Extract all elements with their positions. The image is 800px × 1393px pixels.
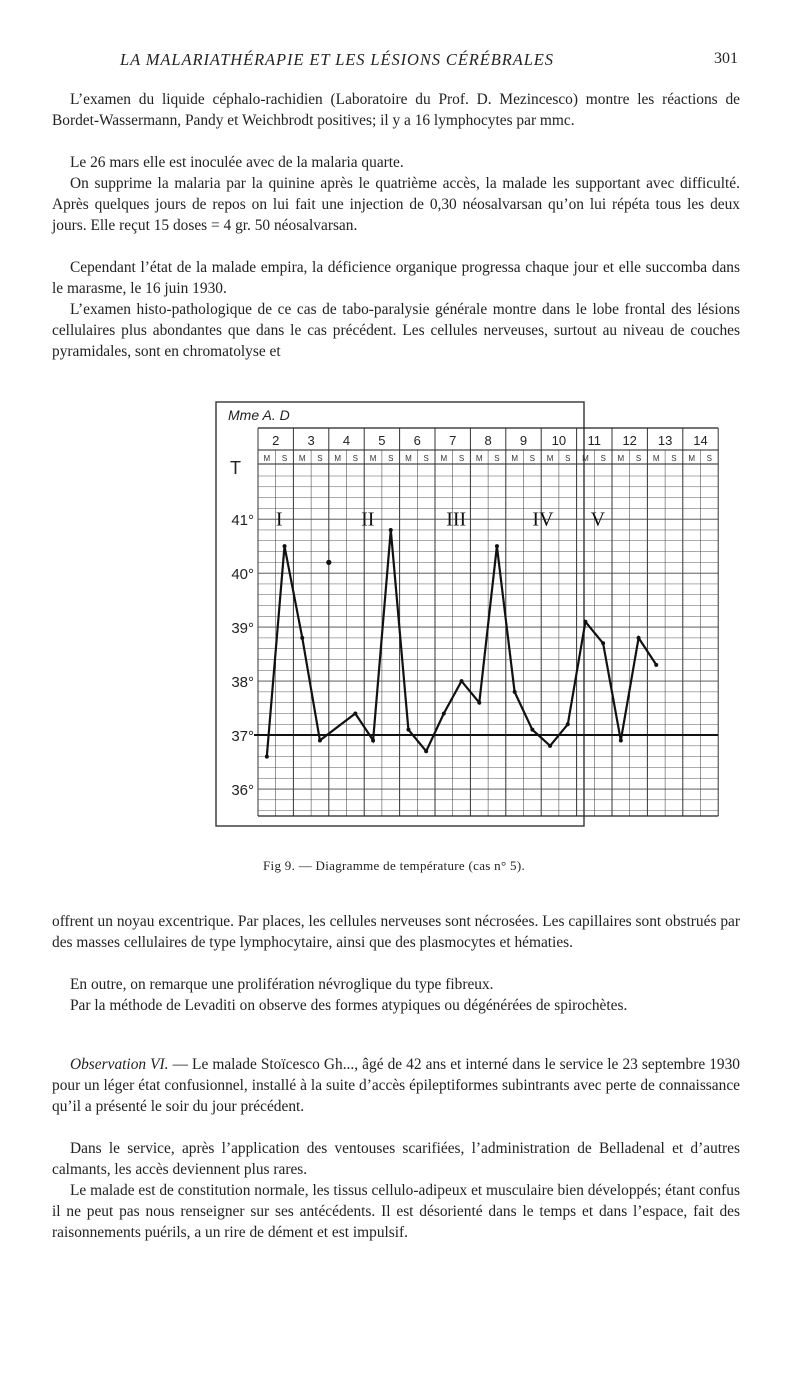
temperature-point (265, 755, 269, 759)
day-label: 3 (307, 433, 315, 448)
temperature-point (637, 636, 641, 640)
period-label: S (423, 454, 429, 463)
temperature-point (530, 728, 534, 732)
day-label: 11 (587, 433, 602, 448)
page-header (120, 50, 740, 74)
period-label: M (582, 454, 589, 463)
day-label: 4 (342, 433, 351, 448)
period-label: S (635, 454, 642, 463)
paragraph-levaditi: Par la méthode de Levaditi on observe des formes atypiques ou dégénérées de spirochètes. (70, 997, 628, 1014)
isolated-point (326, 560, 331, 565)
paragraph-decline: Cependant l’état de la malade empira, la déficience organique progressa chaque jour et elle succomba dans le marasme, le 16 juin 1930. (52, 259, 740, 297)
observation-title: Observation VI. (70, 1056, 169, 1073)
day-label: 7 (449, 433, 457, 448)
period-label: M (617, 454, 625, 463)
temperature-point (460, 679, 464, 683)
paragraph-neuroglia: En outre, on remarque une prolifération névroglique du type fibreux. (70, 976, 494, 993)
period-label: M (405, 454, 412, 463)
period-label: S (317, 454, 323, 463)
temperature-line (267, 530, 657, 757)
day-label: 2 (272, 433, 280, 448)
paragraph-observation-vi (52, 1055, 740, 1117)
temperature-point (654, 663, 658, 667)
period-label: M (369, 454, 377, 463)
period-label: S (706, 454, 713, 463)
paragraph-nuclei: offrent un noyau excentrique. Par places, les cellules nerveuses sont nécrosées. Les capillaires sont obstrués par des masses cellulaires de type lymphocytaire, ainsi que des plasmocytes et hématies. (52, 913, 740, 951)
access-label: III (446, 508, 467, 531)
period-label: S (388, 454, 394, 463)
day-label: 9 (519, 433, 528, 448)
y-tick-label: 36° (231, 782, 254, 800)
day-label: 5 (378, 433, 386, 448)
temperature-point (513, 690, 517, 694)
y-tick-label: 40° (231, 566, 254, 584)
period-label: S (529, 454, 536, 463)
period-label: M (440, 454, 448, 463)
temperature-point (566, 722, 570, 726)
period-label: M (263, 454, 271, 463)
observation-text: — Le malade Stoïcesco Gh..., âgé de 42 ans et interné dans le service le 23 septembre 1930 pour un léger état confusionnel, installé à la suite d’accès épileptiformes subintrants avec perte de connaissance qu’il a présenté le soir du jour précédent. (52, 1056, 740, 1115)
axis-label-t: T (230, 458, 241, 478)
day-label: 8 (484, 433, 492, 448)
period-label: S (281, 454, 288, 463)
day-label: 13 (657, 433, 673, 448)
period-label: M (334, 454, 341, 463)
temperature-point (442, 711, 446, 715)
temperature-point (601, 641, 605, 645)
day-label: 6 (413, 433, 421, 448)
temperature-chart (200, 398, 713, 830)
period-label: M (298, 454, 306, 463)
temperature-point (477, 701, 481, 705)
y-tick-label: 41° (231, 512, 254, 530)
period-label: S (352, 454, 359, 463)
paragraph-inoculation: Le 26 mars elle est inoculée avec de la malaria quarte. (70, 154, 404, 171)
period-label: S (494, 454, 500, 463)
temperature-point (619, 738, 623, 742)
running-title: LA MALARIATHÉRAPIE ET LES LÉSIONS CÉRÉBRALES (120, 50, 554, 69)
patient-label: Mme A. D (228, 407, 290, 423)
paragraph-constitution: Le malade est de constitution normale, les tissus cellulo-adipeux et musculaire bien développés; étant confus il ne peut pas nous renseigner sur ses antécédents. Il est désorienté dans le temps et dans l’espace, fait des raisonnements puérils, a un rire de dément et est impulsif. (52, 1182, 740, 1241)
temperature-point (353, 711, 357, 715)
y-tick-label: 37° (231, 728, 254, 746)
period-label: S (671, 454, 677, 463)
temperature-point (371, 738, 375, 742)
period-label: M (688, 454, 695, 463)
y-tick-label: 39° (231, 620, 254, 638)
access-label: II (361, 508, 375, 531)
period-label: S (458, 454, 465, 463)
temperature-point (583, 620, 587, 624)
page-number: 301 (714, 50, 738, 67)
temperature-point (548, 744, 552, 748)
period-label: M (511, 454, 518, 463)
temperature-point (495, 544, 499, 548)
day-label: 14 (693, 433, 708, 448)
period-label: M (475, 454, 483, 463)
period-label: M (546, 454, 554, 463)
paragraph-csf-exam: L’examen du liquide céphalo-rachidien (Laboratoire du Prof. D. Mezincesco) montre les réactions de Bordet-Wassermann, Pandy et Weichbrodt positives; il y a 16 lymphocytes par mmc. (52, 91, 740, 129)
paragraph-treatment: Dans le service, après l’application des ventouses scarifiées, l’administration de Belladenal et d’autres calmants, les accès deviennent plus rares. (52, 1140, 740, 1178)
period-label: M (652, 454, 660, 463)
period-label: S (600, 454, 606, 463)
day-label: 12 (622, 433, 637, 448)
access-label: I (275, 508, 283, 531)
temperature-point (424, 749, 428, 753)
paragraph-histopathology: L’examen histo-pathologique de ce cas de tabo-paralysie générale montre dans le lobe frontal des lésions cellulaires plus abondantes que dans le cas précédent. Les cellules nerveuses, surtout au niveau de couches pyramidales, sont en chromatolyse et (52, 301, 740, 360)
temperature-point (283, 544, 287, 548)
day-label: 10 (551, 433, 567, 448)
temperature-point (406, 728, 410, 732)
access-label: IV (532, 508, 554, 531)
temperature-point (300, 636, 304, 640)
paragraph-quinine: On supprime la malaria par la quinine après le quatrième accès, la malade les supportant avec difficulté. Après quelques jours de repos on lui fait une injection de 0,30 néosalvarsan qu’on lui répéta tous les deux jours. Elle reçut 15 doses = 4 gr. 50 néosalvarsan. (52, 175, 740, 234)
access-label: V (590, 508, 606, 531)
temperature-point (389, 528, 393, 532)
temperature-point (318, 738, 322, 742)
y-tick-label: 38° (231, 674, 254, 692)
figure-caption: Fig 9. — Diagramme de température (cas n° 5). (263, 858, 526, 873)
period-label: S (565, 454, 571, 463)
